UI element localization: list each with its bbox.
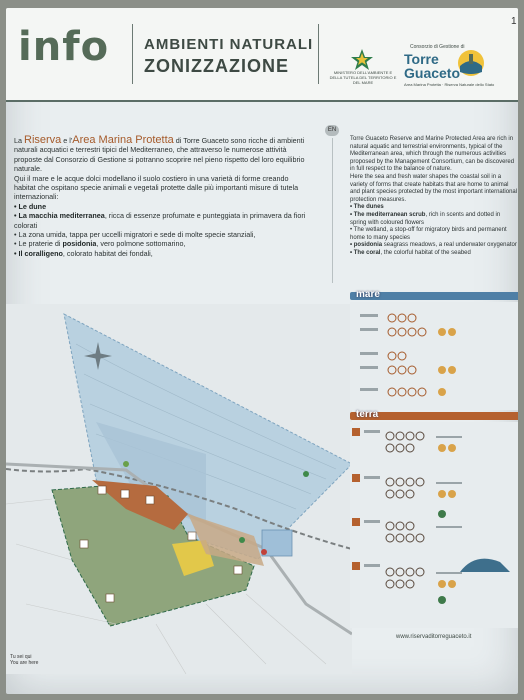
item-posidonia-a: • Le praterie di: [14, 239, 63, 249]
italian-item-coral: [14, 249, 310, 258]
lead-text-c: di Torre Guaceto sono ricche di ambienti naturali acquatici e terrestri tipici del Mediterraneo, che attraverso le numerose attività proposte dal Consorzio di Gestione si potranno scoprire nel pieno rispetto del loro equilibrio naturale.: [14, 136, 305, 174]
en-coral-text: , the colorful habitat of the seabed: [380, 249, 471, 256]
brand-line-1: Torre: [404, 51, 439, 67]
english-description: [350, 136, 518, 258]
lead-riserva: Riserva: [24, 134, 62, 146]
italian-item-posidonia: [14, 239, 310, 248]
english-item-dunes: [350, 204, 518, 212]
ministry-logo: [328, 48, 398, 85]
lead-text-a: La: [14, 136, 24, 145]
italian-paragraph-1: [14, 136, 310, 174]
title-line-1: AMBIENTI NATURALI: [144, 36, 314, 53]
english-item-wetland: • The wetland, a stop-off for migratory birds and permanent home to many species: [350, 227, 507, 241]
consorzio-label: Consorzio di Gestione di: [410, 44, 465, 50]
italian-paragraph-2: Qui il mare e le acque dolci modellano il suolo costiero in una varietà di forme creando habitat che ospitano specie animali e vegetali protette dalle più importanti misure di tutela internazionali:: [14, 173, 299, 202]
italian-item-dunes: [14, 202, 310, 211]
legend-sea-header: [350, 289, 518, 300]
brand-subtitle: Area Marina Protetta · Riserva Naturale dello Stato: [404, 82, 495, 87]
en-dunes-label: • The dunes: [350, 204, 384, 211]
english-paragraph-2: Here the sea and fresh water shapes the coastal soil in a variety of forms that create habitats that are home to animal and plant species protected by the most important international protection measures.: [350, 173, 518, 203]
item-macchia-label: • La macchia mediterranea: [14, 211, 105, 221]
you-are-here-it: Tu sei qui: [10, 654, 32, 660]
header-divider-2: [318, 24, 319, 84]
italian-item-wetland: • La zona umida, tappa per uccelli migratori e sede di molte specie stanziali,: [14, 230, 256, 240]
english-paragraph-1: Torre Guaceto Reserve and Marine Protected Area are rich in natural aquatic and terrestrial environments, typical of the Mediterranean area, which through the numerous activities proposed by the Management Consortium, can be discovered in full respect to the balance of nature.: [350, 136, 515, 173]
en-scrub-text: , rich in scents and dotted in spring with coloured flowers: [350, 211, 501, 226]
item-posidonia-c: , vero polmone sottomarino,: [96, 239, 186, 249]
item-macchia-text: , ricca di essenze profumate e punteggiata in primavera da fiori colorati: [14, 211, 306, 230]
website-link[interactable]: www.riservaditorreguaceto.it: [396, 634, 472, 640]
english-item-coral: [350, 250, 518, 258]
you-are-here-note: [10, 654, 38, 666]
info-title: info: [18, 24, 110, 70]
legend-sea-panel: [350, 302, 518, 410]
english-badge: EN: [325, 125, 339, 136]
en-posidonia-label: • posidonia: [350, 242, 383, 249]
header-divider: [132, 24, 133, 84]
en-coral-label: • The coral: [350, 249, 381, 256]
item-coral-text: , colorato habitat dei fondali,: [62, 248, 153, 258]
legend-land-header: [350, 409, 518, 420]
info-board: [6, 8, 518, 694]
ministry-text: MINISTERO DELL'AMBIENTE E DELLA TUTELA DEL TERRITORIO E DEL MARE: [329, 70, 397, 85]
item-dunes-label: • Le dune: [14, 201, 47, 211]
legend-land-title: terra: [356, 409, 379, 420]
zoning-map: [6, 304, 352, 674]
item-posidonia-b: posidonia: [62, 239, 97, 249]
english-item-scrub: [350, 212, 518, 227]
brand-line-2: Guaceto: [404, 65, 461, 81]
en-scrub-label: • The mediterranean scrub: [350, 211, 426, 218]
item-coral-label: • Il coralligeno: [14, 248, 63, 258]
italian-description: [14, 136, 310, 258]
torre-guaceto-logo-icon: [456, 48, 486, 78]
en-posidonia-text: seagrass meadows, a real underwater oxygenator: [382, 242, 517, 249]
legend-land-panel: [350, 422, 518, 628]
title-line-2: ZONIZZAZIONE: [144, 56, 289, 76]
lead-area: Area Marina Protetta: [72, 134, 174, 146]
legend-land-bg: [350, 422, 518, 628]
legend-sea-bg: [350, 302, 518, 410]
legend-sea-title: mare: [356, 289, 380, 300]
lead-text-b: e l': [61, 136, 73, 145]
page-number: 1: [511, 16, 517, 27]
header-banner: [6, 8, 518, 102]
column-divider: [332, 138, 333, 283]
star-icon: [350, 48, 374, 72]
you-are-here-en: You are here: [10, 660, 39, 666]
english-item-posidonia: [350, 242, 518, 250]
italian-item-macchia: [14, 211, 310, 230]
brand-name: [404, 52, 460, 80]
